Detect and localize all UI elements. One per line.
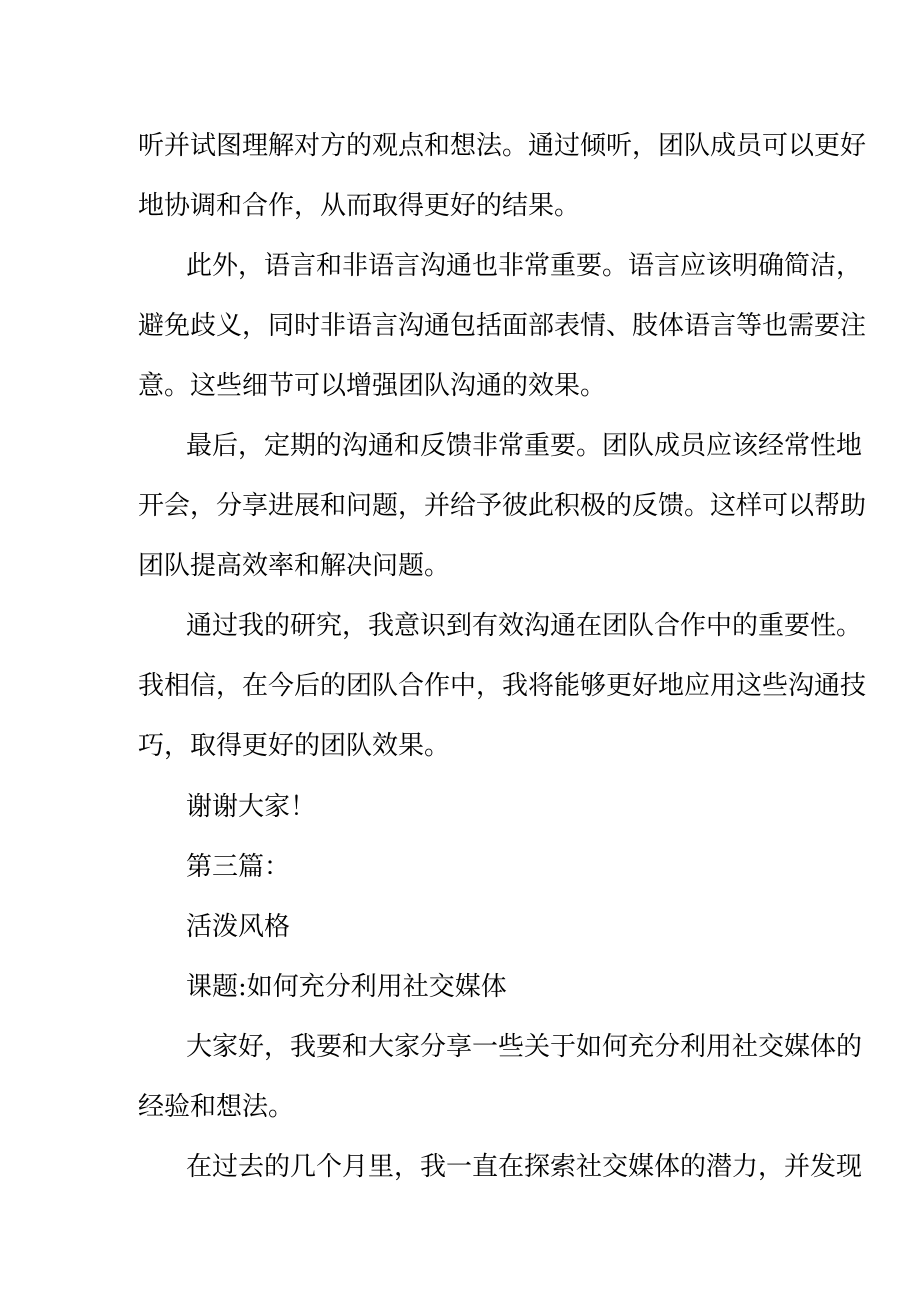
topic-line: 课题:如何充分利用社交媒体	[186, 972, 507, 1002]
closing-line: 谢谢大家！	[186, 792, 317, 822]
text-line: 我相信，在今后的团队合作中，我将能够更好地应用这些沟通技	[138, 671, 867, 701]
text-line: 地协调和合作，从而取得更好的结果。	[138, 191, 581, 221]
style-label: 活泼风格	[186, 912, 291, 942]
section-heading: 第三篇：	[186, 852, 291, 882]
text-line: 开会，分享进展和问题，并给予彼此积极的反馈。这样可以帮助	[138, 491, 867, 521]
paragraph-start-line: 最后，定期的沟通和反馈非常重要。团队成员应该经常性地	[186, 431, 863, 461]
paragraph-start-line: 此外，语言和非语言沟通也非常重要。语言应该明确简洁，	[186, 251, 863, 281]
text-line: 团队提高效率和解决问题。	[138, 551, 451, 581]
paragraph-start-line: 在过去的几个月里，我一直在探索社交媒体的潜力，并发现	[186, 1152, 863, 1182]
text-line: 避免歧义，同时非语言沟通包括面部表情、肢体语言等也需要注	[138, 311, 867, 341]
text-line: 意。这些细节可以增强团队沟通的效果。	[138, 371, 607, 401]
paragraph-start-line: 大家好，我要和大家分享一些关于如何充分利用社交媒体的	[186, 1032, 863, 1062]
paragraph-start-line: 通过我的研究，我意识到有效沟通在团队合作中的重要性。	[186, 611, 863, 641]
text-line: 经验和想法。	[138, 1092, 295, 1122]
text-line: 巧，取得更好的团队效果。	[138, 731, 451, 761]
text-line: 听并试图理解对方的观点和想法。通过倾听，团队成员可以更好	[138, 131, 867, 161]
